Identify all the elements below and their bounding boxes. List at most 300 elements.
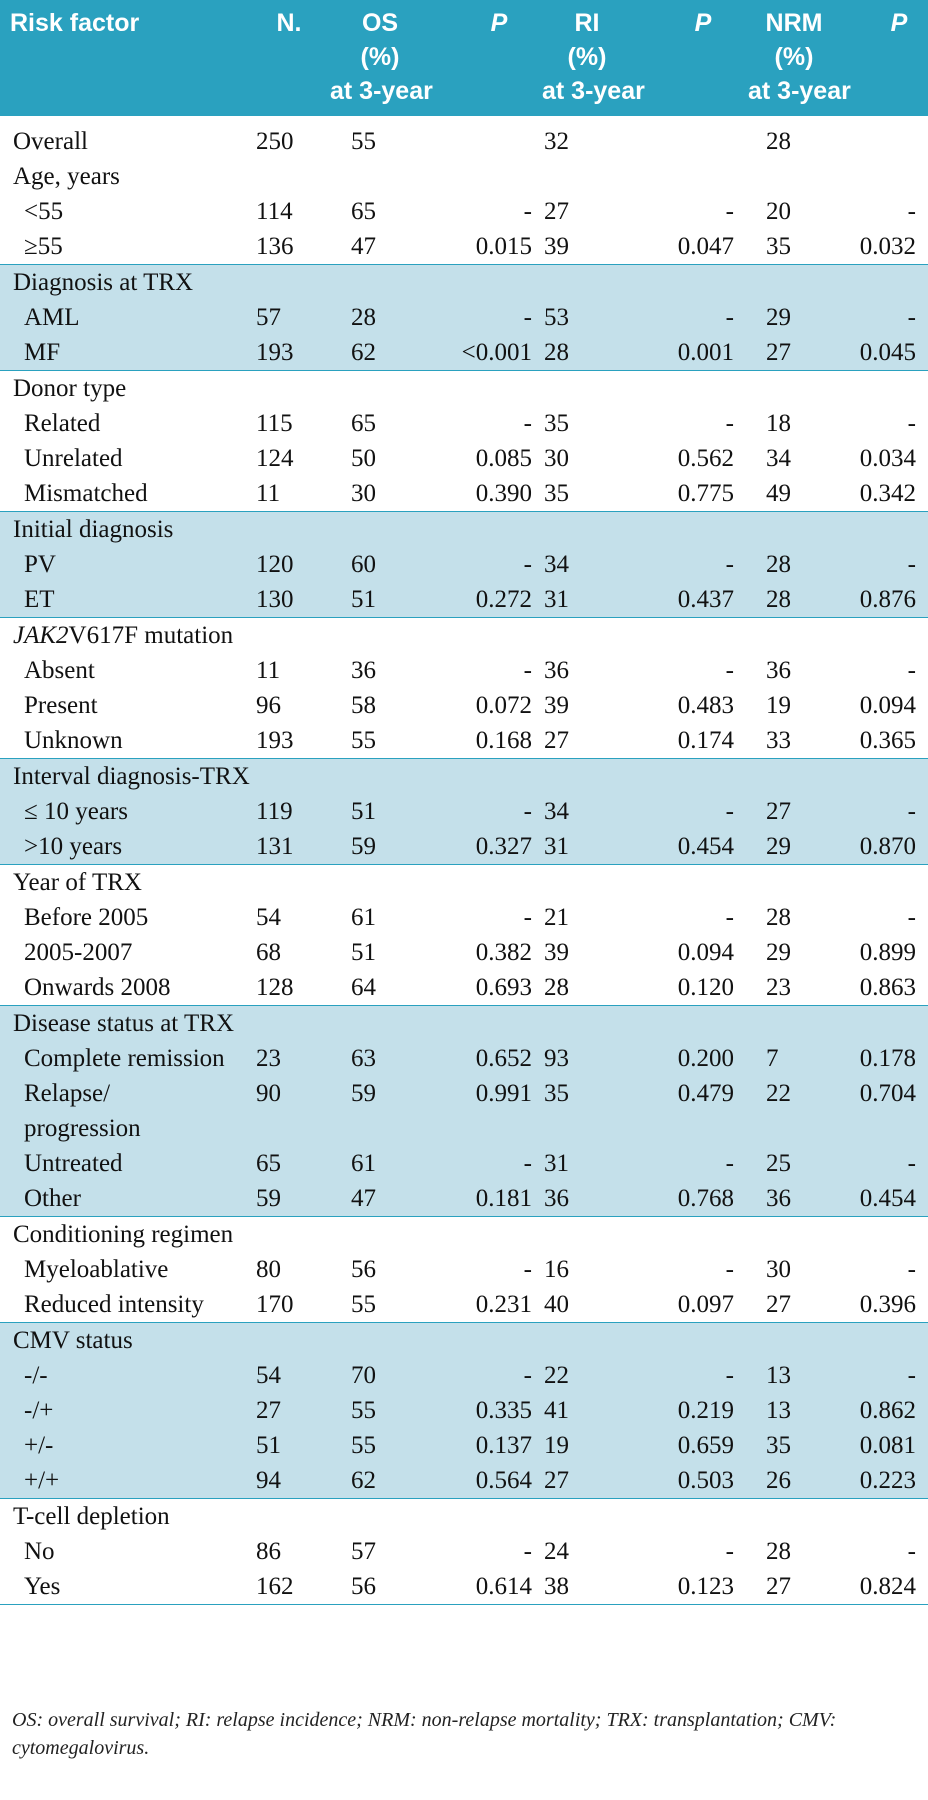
nrm-cell: 27 xyxy=(766,339,791,366)
n-cell: 51 xyxy=(256,1432,281,1459)
ri-cell: 31 xyxy=(544,1150,569,1177)
ri-cell: 41 xyxy=(544,1397,569,1424)
n-cell: 11 xyxy=(256,480,281,507)
row-group xyxy=(0,865,928,1006)
p-os-cell: - xyxy=(523,1256,532,1283)
table-row xyxy=(0,229,928,265)
ri-cell: 39 xyxy=(544,692,569,719)
p-ri-cell xyxy=(636,159,744,194)
p-nrm-cell: - xyxy=(907,1256,916,1283)
os-cell: 70 xyxy=(351,1362,376,1389)
table-row xyxy=(0,653,928,688)
n-cell: 59 xyxy=(256,1185,281,1212)
row-group xyxy=(0,618,928,759)
p-nrm-cell: 0.034 xyxy=(859,445,916,472)
nrm-cell: 34 xyxy=(766,445,791,472)
nrm-cell: 27 xyxy=(766,1291,791,1318)
n-cell: 68 xyxy=(256,939,281,966)
p-os-cell: 0.991 xyxy=(475,1080,532,1107)
group-title-text: Disease status at TRX xyxy=(13,1010,235,1037)
table-row xyxy=(0,1463,928,1499)
row-group xyxy=(0,1499,928,1605)
n-cell: 115 xyxy=(256,410,293,437)
group-title xyxy=(0,759,928,795)
header-p-nrm: P xyxy=(890,9,908,37)
table-row xyxy=(0,1041,928,1076)
group-title-text: Conditioning regimen xyxy=(13,1221,234,1248)
row-label: +/- xyxy=(24,1432,54,1459)
table-row xyxy=(0,1569,928,1605)
os-cell: 63 xyxy=(351,1045,376,1072)
p-ri-cell: - xyxy=(725,304,734,331)
n-cell: 86 xyxy=(256,1538,281,1565)
nrm-cell: 13 xyxy=(766,1397,791,1424)
group-title-row xyxy=(0,759,928,795)
row-label: >10 years xyxy=(24,833,123,860)
p-ri-cell: 0.503 xyxy=(677,1467,734,1494)
os-cell xyxy=(326,1111,434,1146)
p-os-cell xyxy=(434,1111,538,1146)
p-os-cell: - xyxy=(523,198,532,225)
header-ri: RI (%) at 3-year xyxy=(542,9,645,105)
row-label: Onwards 2008 xyxy=(24,974,171,1001)
p-os-cell: 0.015 xyxy=(475,233,532,260)
row-group xyxy=(0,371,928,512)
group-title-row xyxy=(0,1006,928,1042)
p-ri-cell: 0.094 xyxy=(677,939,734,966)
n-cell: 94 xyxy=(256,1467,281,1494)
p-nrm-cell: - xyxy=(907,1150,916,1177)
n-cell: 11 xyxy=(256,657,281,684)
table-row xyxy=(0,547,928,582)
ri-cell: 16 xyxy=(544,1256,569,1283)
nrm-cell: 29 xyxy=(766,939,791,966)
table-row xyxy=(0,1146,928,1181)
row-label: Age, years xyxy=(13,163,120,190)
p-ri-cell: 0.001 xyxy=(677,339,734,366)
table-row xyxy=(0,1428,928,1463)
p-ri-cell: 0.437 xyxy=(677,586,734,613)
group-title-text: Initial diagnosis xyxy=(13,516,174,543)
nrm-cell: 30 xyxy=(766,1256,791,1283)
nrm-cell: 22 xyxy=(766,1080,791,1107)
group-title-row xyxy=(0,265,928,301)
group-title xyxy=(0,371,928,407)
table-row xyxy=(0,1181,928,1217)
nrm-cell: 18 xyxy=(766,410,791,437)
p-nrm-cell: - xyxy=(907,304,916,331)
nrm-cell: 28 xyxy=(766,1538,791,1565)
n-cell: 119 xyxy=(256,798,293,825)
p-os-cell: - xyxy=(523,304,532,331)
row-label: +/+ xyxy=(24,1467,60,1494)
p-nrm-cell: - xyxy=(907,904,916,931)
row-label: Overall xyxy=(13,128,88,155)
group-title-text: V617F mutation xyxy=(68,622,234,649)
table-footnote: OS: overall survival; RI: relapse incidence; NRM: non-relapse mortality; TRX: transplantation; CMV: cytomegalovirus. xyxy=(12,1709,837,1759)
group-title xyxy=(0,865,928,901)
table-row xyxy=(0,1393,928,1428)
row-group xyxy=(0,1323,928,1499)
p-os-cell: - xyxy=(523,904,532,931)
p-ri-cell: - xyxy=(725,1538,734,1565)
ri-cell: 39 xyxy=(544,939,569,966)
group-title-text: Diagnosis at TRX xyxy=(13,269,194,296)
p-nrm-cell: 0.365 xyxy=(859,727,916,754)
header-row xyxy=(0,0,928,116)
os-cell: 51 xyxy=(351,798,376,825)
ri-cell: 21 xyxy=(544,904,569,931)
p-os-cell: 0.564 xyxy=(475,1467,532,1494)
header-p-ri: P xyxy=(694,9,712,37)
p-ri-cell: - xyxy=(725,904,734,931)
p-nrm-cell: - xyxy=(907,551,916,578)
p-os-cell: 0.693 xyxy=(475,974,532,1001)
nrm-cell: 28 xyxy=(766,904,791,931)
row-label: Unknown xyxy=(24,727,123,754)
p-os-cell: - xyxy=(523,1538,532,1565)
row-label: Related xyxy=(24,410,101,437)
group-title xyxy=(0,618,928,654)
nrm-cell: 36 xyxy=(766,1185,791,1212)
nrm-cell: 27 xyxy=(766,798,791,825)
p-ri-cell: - xyxy=(725,798,734,825)
os-cell: 55 xyxy=(351,128,376,155)
ri-cell: 35 xyxy=(544,410,569,437)
header-nrm: NRM (%) at 3-year xyxy=(748,9,851,105)
ri-cell xyxy=(538,1111,636,1146)
ri-cell: 93 xyxy=(544,1045,569,1072)
os-cell: 30 xyxy=(351,480,376,507)
p-nrm-cell: - xyxy=(907,1538,916,1565)
ri-cell: 34 xyxy=(544,551,569,578)
nrm-cell: 20 xyxy=(766,198,791,225)
ri-cell: 24 xyxy=(544,1538,569,1565)
p-os-cell xyxy=(434,159,538,194)
row-label: ET xyxy=(24,586,55,613)
p-nrm-cell: 0.045 xyxy=(859,339,916,366)
nrm-cell: 7 xyxy=(766,1045,779,1072)
row-group xyxy=(0,512,928,618)
p-os-cell: 0.168 xyxy=(475,727,532,754)
ri-cell: 19 xyxy=(544,1432,569,1459)
p-nrm-cell: 0.704 xyxy=(859,1080,916,1107)
os-cell: 55 xyxy=(351,727,376,754)
os-cell: 60 xyxy=(351,551,376,578)
table-row xyxy=(0,194,928,229)
row-label: MF xyxy=(24,339,61,366)
n-cell: 162 xyxy=(256,1573,294,1600)
table-row xyxy=(0,159,928,194)
table-row xyxy=(0,688,928,723)
nrm-cell: 28 xyxy=(766,586,791,613)
p-os-cell: <0.001 xyxy=(461,339,532,366)
table-row xyxy=(0,935,928,970)
n-cell: 124 xyxy=(256,445,294,472)
table-row xyxy=(0,300,928,335)
ri-cell: 31 xyxy=(544,833,569,860)
row-label: ≥55 xyxy=(24,233,63,260)
p-os-cell: - xyxy=(523,657,532,684)
nrm-cell: 33 xyxy=(766,727,791,754)
ri-cell: 28 xyxy=(544,339,569,366)
group-title xyxy=(0,265,928,301)
ri-cell: 27 xyxy=(544,727,569,754)
table-row xyxy=(0,1111,928,1146)
p-os-cell: 0.335 xyxy=(475,1397,532,1424)
group-title-text: Interval diagnosis-TRX xyxy=(13,763,250,790)
table-row xyxy=(0,406,928,441)
group-title-text: T-cell depletion xyxy=(13,1503,170,1530)
row-label: Unrelated xyxy=(24,445,123,472)
group-title-text: Donor type xyxy=(13,375,127,402)
row-label: AML xyxy=(24,304,80,331)
row-label: Relapse/ xyxy=(24,1080,111,1107)
os-cell: 47 xyxy=(351,1185,376,1212)
os-cell: 57 xyxy=(351,1538,376,1565)
n-cell: 136 xyxy=(256,233,294,260)
row-label: No xyxy=(24,1538,55,1565)
os-cell: 55 xyxy=(351,1397,376,1424)
p-ri-cell: 0.200 xyxy=(677,1045,734,1072)
row-label: Yes xyxy=(24,1573,61,1600)
p-os-cell: - xyxy=(523,1150,532,1177)
p-ri-cell: 0.454 xyxy=(677,833,734,860)
p-ri-cell: - xyxy=(725,657,734,684)
n-cell: 65 xyxy=(256,1150,281,1177)
ri-cell xyxy=(538,159,636,194)
header-n: N. xyxy=(276,9,302,37)
ri-cell: 39 xyxy=(544,233,569,260)
p-os-cell: 0.614 xyxy=(475,1573,532,1600)
p-ri-cell: - xyxy=(725,1362,734,1389)
p-ri-cell: 0.483 xyxy=(677,692,734,719)
os-cell: 50 xyxy=(351,445,376,472)
os-cell: 61 xyxy=(351,1150,376,1177)
ri-cell: 35 xyxy=(544,1080,569,1107)
os-cell: 62 xyxy=(351,1467,376,1494)
nrm-cell: 26 xyxy=(766,1467,791,1494)
p-ri-cell: 0.219 xyxy=(677,1397,734,1424)
group-title xyxy=(0,1006,928,1042)
gene-name: JAK2 xyxy=(13,622,69,649)
nrm-cell: 13 xyxy=(766,1362,791,1389)
p-nrm-cell: 0.870 xyxy=(859,833,916,860)
row-label: Complete remission xyxy=(24,1045,225,1072)
table-header xyxy=(0,0,928,116)
n-cell xyxy=(252,159,326,194)
p-os-cell xyxy=(434,116,538,159)
ri-cell: 31 xyxy=(544,586,569,613)
p-ri-cell: 0.123 xyxy=(677,1573,734,1600)
p-ri-cell: - xyxy=(725,551,734,578)
p-nrm-cell: 0.899 xyxy=(859,939,916,966)
ri-cell: 27 xyxy=(544,1467,569,1494)
table-row xyxy=(0,116,928,159)
p-os-cell: 0.137 xyxy=(475,1432,532,1459)
n-cell: 131 xyxy=(256,833,294,860)
nrm-cell: 36 xyxy=(766,657,791,684)
os-cell: 28 xyxy=(351,304,376,331)
row-label: Reduced intensity xyxy=(24,1291,204,1318)
table-row xyxy=(0,1287,928,1323)
row-group xyxy=(0,1217,928,1323)
table-row xyxy=(0,1252,928,1287)
os-cell: 64 xyxy=(351,974,376,1001)
ri-cell: 27 xyxy=(544,198,569,225)
p-os-cell: - xyxy=(523,410,532,437)
ri-cell: 36 xyxy=(544,657,569,684)
os-cell: 51 xyxy=(351,586,376,613)
row-label: -/+ xyxy=(24,1397,54,1424)
p-os-cell: 0.181 xyxy=(475,1185,532,1212)
header-os: OS (%) at 3-year xyxy=(330,9,433,105)
row-label: Present xyxy=(24,692,98,719)
p-ri-cell: 0.120 xyxy=(677,974,734,1001)
ri-cell: 35 xyxy=(544,480,569,507)
row-label: Other xyxy=(24,1185,81,1212)
os-cell xyxy=(326,159,434,194)
p-nrm-cell xyxy=(844,1111,928,1146)
p-nrm-cell: 0.862 xyxy=(859,1397,916,1424)
nrm-cell: 27 xyxy=(766,1573,791,1600)
row-label: Absent xyxy=(24,657,95,684)
p-os-cell: 0.231 xyxy=(475,1291,532,1318)
p-nrm-cell: - xyxy=(907,798,916,825)
table-row xyxy=(0,794,928,829)
row-group xyxy=(0,1006,928,1217)
os-cell: 36 xyxy=(351,657,376,684)
os-cell: 47 xyxy=(351,233,376,260)
ri-cell: 34 xyxy=(544,798,569,825)
ri-cell: 22 xyxy=(544,1362,569,1389)
p-os-cell: 0.072 xyxy=(475,692,532,719)
p-ri-cell xyxy=(636,1111,744,1146)
table-row xyxy=(0,582,928,618)
os-cell: 59 xyxy=(351,833,376,860)
row-label: Untreated xyxy=(24,1150,123,1177)
n-cell: 54 xyxy=(256,1362,281,1389)
row-label: ≤ 10 years xyxy=(24,798,128,825)
p-os-cell: 0.390 xyxy=(475,480,532,507)
group-title xyxy=(0,1323,928,1359)
os-cell: 65 xyxy=(351,410,376,437)
p-os-cell: 0.652 xyxy=(475,1045,532,1072)
p-os-cell: 0.327 xyxy=(475,833,532,860)
n-cell: 96 xyxy=(256,692,281,719)
row-label: PV xyxy=(24,551,56,578)
ri-cell: 36 xyxy=(544,1185,569,1212)
row-label: 2005-2007 xyxy=(24,939,133,966)
p-ri-cell: 0.047 xyxy=(677,233,734,260)
header-risk-factor: Risk factor xyxy=(10,9,140,37)
nrm-cell: 29 xyxy=(766,833,791,860)
p-os-cell: - xyxy=(523,798,532,825)
p-os-cell: - xyxy=(523,551,532,578)
p-ri-cell: 0.479 xyxy=(677,1080,734,1107)
table-row xyxy=(0,723,928,759)
header-p-os: P xyxy=(490,9,508,37)
n-cell xyxy=(252,1111,326,1146)
p-ri-cell: - xyxy=(725,1150,734,1177)
p-nrm-cell: - xyxy=(907,410,916,437)
n-cell: 80 xyxy=(256,1256,281,1283)
os-cell: 61 xyxy=(351,904,376,931)
n-cell: 120 xyxy=(256,551,294,578)
ri-cell: 32 xyxy=(544,128,569,155)
n-cell: 170 xyxy=(256,1291,294,1318)
nrm-cell xyxy=(744,1111,844,1146)
row-group xyxy=(0,759,928,865)
nrm-cell: 19 xyxy=(766,692,791,719)
table-row xyxy=(0,476,928,512)
table-row xyxy=(0,900,928,935)
p-nrm-cell: 0.094 xyxy=(859,692,916,719)
os-cell: 65 xyxy=(351,198,376,225)
nrm-cell: 35 xyxy=(766,233,791,260)
p-nrm-cell: 0.396 xyxy=(859,1291,916,1318)
p-os-cell: - xyxy=(523,1362,532,1389)
group-title-text: CMV status xyxy=(13,1327,133,1354)
p-ri-cell: 0.097 xyxy=(677,1291,734,1318)
group-title xyxy=(0,1499,928,1535)
table-row xyxy=(0,441,928,476)
row-group xyxy=(0,265,928,371)
group-title-row xyxy=(0,618,928,654)
nrm-cell: 49 xyxy=(766,480,791,507)
os-cell: 55 xyxy=(351,1291,376,1318)
p-nrm-cell: 0.223 xyxy=(859,1467,916,1494)
os-cell: 56 xyxy=(351,1256,376,1283)
row-label: Mismatched xyxy=(24,480,148,507)
p-ri-cell xyxy=(636,116,744,159)
p-os-cell: 0.085 xyxy=(475,445,532,472)
n-cell: 57 xyxy=(256,304,281,331)
n-cell: 130 xyxy=(256,586,294,613)
table-row xyxy=(0,1076,928,1111)
p-nrm-cell: - xyxy=(907,657,916,684)
p-nrm-cell: 0.342 xyxy=(859,480,916,507)
group-title-text: Year of TRX xyxy=(13,869,142,896)
ri-cell: 40 xyxy=(544,1291,569,1318)
table-row xyxy=(0,829,928,865)
group-title-row xyxy=(0,512,928,548)
nrm-cell: 35 xyxy=(766,1432,791,1459)
os-cell: 55 xyxy=(351,1432,376,1459)
group-title xyxy=(0,1217,928,1253)
p-nrm-cell: - xyxy=(907,198,916,225)
p-nrm-cell: 0.032 xyxy=(859,233,916,260)
os-cell: 51 xyxy=(351,939,376,966)
ri-cell: 53 xyxy=(544,304,569,331)
group-title-row xyxy=(0,865,928,901)
p-ri-cell: - xyxy=(725,198,734,225)
os-cell: 56 xyxy=(351,1573,376,1600)
group-title-row xyxy=(0,371,928,407)
ri-cell: 30 xyxy=(544,445,569,472)
row-label: Before 2005 xyxy=(24,904,149,931)
p-nrm-cell: 0.454 xyxy=(859,1185,916,1212)
table-row xyxy=(0,335,928,371)
p-nrm-cell: 0.824 xyxy=(859,1573,916,1600)
n-cell: 54 xyxy=(256,904,281,931)
os-cell: 59 xyxy=(351,1080,376,1107)
p-ri-cell: 0.659 xyxy=(677,1432,734,1459)
p-ri-cell: - xyxy=(725,1256,734,1283)
n-cell: 27 xyxy=(256,1397,281,1424)
p-os-cell: 0.272 xyxy=(475,586,532,613)
nrm-cell: 29 xyxy=(766,304,791,331)
